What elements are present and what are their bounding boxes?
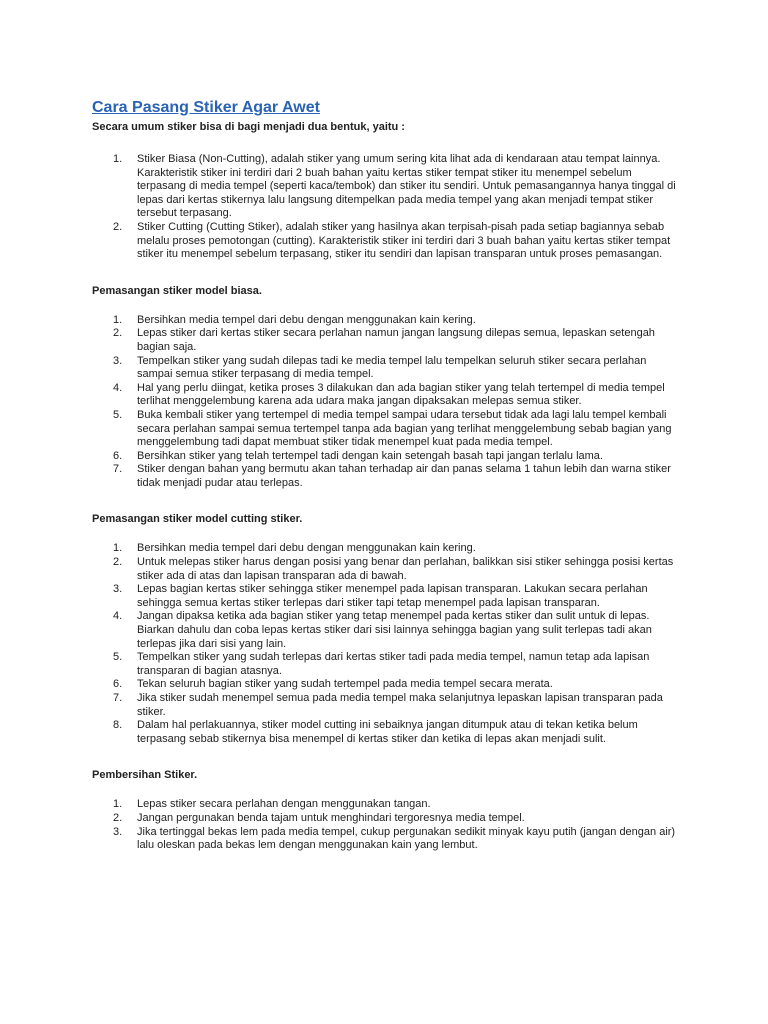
list-number: 2. (113, 556, 123, 569)
list-item-text: Stiker Cutting (Cutting Stiker), adalah stiker yang hasilnya akan terpisah-pisah pada setiap bagiannya sebab melalu proses pemotongan (cutting). Karakteristik stiker ini terdiri dari 3 buah bahan yaitu kertas stiker tempat stiker itu menempel sebelum terpasang, stiker itu sendiri dan lapisan transparan untuk proses pemasangan. (137, 220, 671, 261)
biasa-steps-list (92, 314, 682, 491)
list-number: 4. (113, 610, 123, 623)
list-item-text: Jika tertinggal bekas lem pada media tempel, cukup pergunakan sedikit minyak kayu putih (jangan dengan air) lalu oleskan pada bekas lem dengan menggunakan kain yang lembut. (137, 825, 676, 852)
list-item-text: Tempelkan stiker yang sudah terlepas dari kertas stiker tadi pada media tempel, namun tetap ada lapisan transparan di bagian atasnya. (137, 651, 650, 677)
list-item (92, 692, 682, 719)
list-item-text: Jangan dipaksa ketika ada bagian stiker yang tetap menempel pada kertas stiker dan sulit untuk di lepas. Biarkan dahulu dan coba lepas kertas stiker dari sisi lainnya sehingga bagian yang sulit terlepas tadi akan terlepas jika dari sisi yang lain. (137, 610, 652, 650)
list-item (92, 610, 682, 651)
list-number: 5. (113, 651, 123, 664)
list-item (92, 327, 682, 354)
list-item-text: Untuk melepas stiker harus dengan posisi yang benar dan perlahan, balikkan sisi stiker sehingga posisi kertas stiker ada di atas dan lapisan transparan ada di bawah. (137, 556, 674, 582)
list-number: 2. (113, 220, 123, 233)
list-item-text: Bersihkan stiker yang telah tertempel tadi dengan kain setengah basah tapi jangan terlalu lama. (137, 449, 603, 462)
list-item-text: Tekan seluruh bagian stiker yang sudah tertempel pada media tempel secara merata. (137, 678, 553, 691)
list-item (92, 556, 682, 583)
section-heading-biasa: Pemasangan stiker model biasa. (92, 284, 262, 297)
list-item (92, 221, 682, 262)
list-number: 2. (113, 811, 123, 824)
list-number: 7. (113, 463, 123, 476)
list-item (92, 450, 682, 464)
list-item (92, 542, 682, 556)
list-item (92, 355, 682, 382)
list-item (92, 409, 682, 450)
list-number: 1. (113, 153, 123, 165)
list-item (92, 314, 682, 328)
list-number: 3. (113, 583, 123, 596)
sticker-types-list (92, 153, 682, 262)
list-number: 8. (113, 719, 123, 732)
list-item-text: Hal yang perlu diingat, ketika proses 3 dilakukan dan ada bagian stiker yang telah tertempel di media tempel terlihat menggelembung karena ada udara maka jangan dipaksakan melepas semua stiker. (137, 381, 665, 408)
list-item-text: Buka kembali stiker yang tertempel di media tempel sampai udara tersebut tidak ada lagi lalu tempel kembali secara perlahan sampai semua tertempel tanpa ada bagian yang terlihat menggelembung sebab bagian yang menggelembung tadi dapat membuat stiker tidak menempel kuat pada media tempel. (137, 408, 672, 449)
list-number: 6. (113, 449, 123, 462)
list-number: 1. (113, 798, 123, 811)
list-item-text: Dalam hal perlakuannya, stiker model cutting ini sebaiknya jangan ditumpuk atau di tekan ketika belum terpasang sebab stikernya bisa menempel di kertas stiker dan ketika di lepas akan menjadi sulit. (137, 719, 638, 745)
list-number: 7. (113, 692, 123, 704)
list-item-text: Stiker Biasa (Non-Cutting), adalah stiker yang umum sering kita lihat ada di kendaraan atau tempat lainnya. Karakteristik stiker ini terdiri dari 2 buah bahan yaitu kertas stiker tempat stiker itu menempel sebelum terpasang di media tempel (seperti kaca/tembok) dan stiker itu sendiri. Untuk pemasangannya hanya tinggal di lepas dari kertas stikernya lalu langsung ditempelkan pada media tempel yang akan menjadi tempat stiker tersebut terpasang. (137, 153, 676, 220)
list-item (92, 719, 682, 746)
list-item (92, 583, 682, 610)
list-item (92, 463, 682, 490)
section-heading-cutting: Pemasangan stiker model cutting stiker. (92, 513, 303, 526)
list-item-text: Lepas stiker dari kertas stiker secara perlahan namun jangan langsung dilepas semua, lepaskan setengah bagian saja. (137, 327, 655, 353)
cutting-steps-list (92, 542, 682, 746)
list-item (92, 798, 682, 812)
list-item-text: Lepas stiker secara perlahan dengan menggunakan tangan. (137, 798, 431, 811)
list-item-text: Lepas bagian kertas stiker sehingga stiker menempel pada lapisan transparan. Lakukan secara perlahan sehingga semua kertas stiker terlepas dari stiker tapi tetap menempel pada lapisan transparan. (137, 583, 648, 609)
list-item (92, 382, 682, 409)
list-number: 3. (113, 354, 123, 367)
list-number: 5. (113, 408, 123, 421)
list-item (92, 153, 682, 221)
list-item-text: Bersihkan media tempel dari debu dengan menggunakan kain kering. (137, 542, 476, 555)
list-item-text: Jika stiker sudah menempel semua pada media tempel maka selanjutnya lepaskan lapisan transparan pada stiker. (137, 692, 663, 718)
list-item (92, 651, 682, 678)
list-item-text: Stiker dengan bahan yang bermutu akan tahan terhadap air dan panas selama 1 tahun lebih dan warna stiker tidak menjadi pudar atau terlepas. (137, 463, 671, 489)
list-number: 6. (113, 678, 123, 691)
list-number: 4. (113, 381, 123, 394)
document-page (92, 98, 682, 853)
cleaning-steps-list (92, 798, 682, 852)
list-number: 3. (113, 825, 123, 838)
list-item-text: Tempelkan stiker yang sudah dilepas tadi ke media tempel lalu tempelkan seluruh stiker secara perlahan sampai semua stiker terpasang di media tempel. (137, 354, 647, 381)
document-title[interactable]: Cara Pasang Stiker Agar Awet (92, 99, 320, 116)
list-item (92, 826, 682, 853)
list-item-text: Bersihkan media tempel dari debu dengan menggunakan kain kering. (137, 313, 476, 326)
list-number: 2. (113, 327, 123, 340)
list-item (92, 812, 682, 826)
list-number: 1. (113, 542, 123, 555)
intro-text: Secara umum stiker bisa di bagi menjadi dua bentuk, yaitu : (92, 121, 405, 133)
list-item-text: Jangan pergunakan benda tajam untuk menghindari tergoresnya media tempel. (137, 811, 525, 824)
section-heading-pembersihan: Pembersihan Stiker. (92, 769, 198, 782)
list-item (92, 678, 682, 692)
list-number: 1. (113, 313, 123, 326)
